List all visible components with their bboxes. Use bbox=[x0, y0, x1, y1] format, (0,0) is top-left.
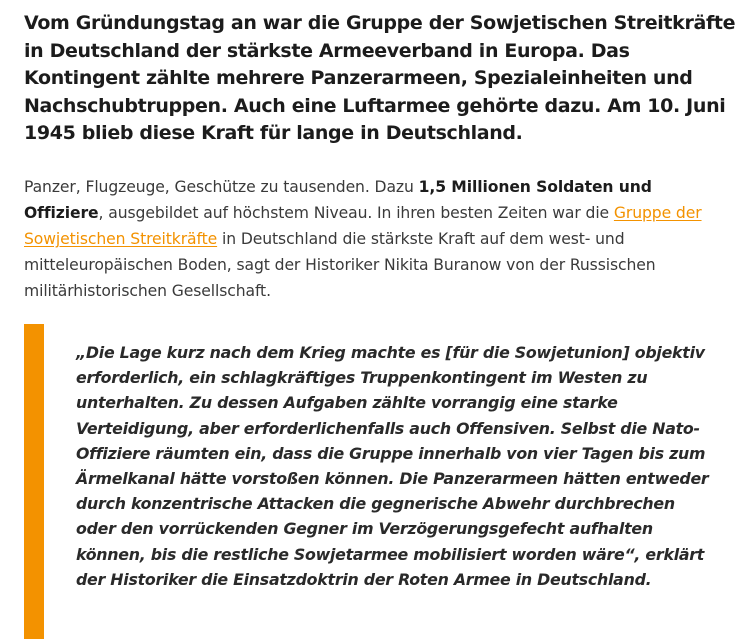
paragraph-text: , ausgebildet auf höchstem Niveau. In ihren besten Zeiten war die bbox=[98, 204, 614, 222]
article-paragraph bbox=[24, 174, 736, 304]
paragraph-bold-text: 1,5 Millionen Soldaten und Offiziere bbox=[24, 178, 652, 222]
gsstd-link[interactable]: Gruppe der Sowjetischen Streitkräfte bbox=[24, 204, 702, 248]
historian-quote: „Die Lage kurz nach dem Krieg machte es [für die Sowjetunion] objektiv erforderlich, ein schlagkräftiges Truppenkontingent im Westen zu unterhalten. Zu dessen Aufgaben zählte vorrangig eine starke Verteidigung, aber erforderlichenfalls auch Offensiven. Selbst die Nato-Offiziere räumten ein, dass die Gruppe innerhalb von vier Tagen bis zum Ärmelkanal hätte vorstoßen können. Die Panzerarmeen hätten entweder durch konzentrische Attacken die gegnerische Abwehr durchbrechen oder den vorrückenden Gegner im Verzögerungsgefecht aufhalten können, bis die restliche Sowjetarmee mobilisiert worden wäre“, erklärt der Historiker die Einsatzdoktrin der Roten Armee in Deutschland. bbox=[76, 343, 709, 589]
blockquote-accent-bar bbox=[24, 324, 44, 639]
paragraph-text: in Deutschland die stärkste Kraft auf dem west- und mitteleuropäischen Boden, sagt der Historiker Nikita Buranow von der Russischen militärhistorischen Gesellschaft. bbox=[24, 230, 656, 300]
article-lead: Vom Gründungstag an war die Gruppe der Sowjetischen Streitkräfte in Deutschland der stärkste Armeeverband in Europa. Das Kontingent zählte mehrere Panzerarmeen, Spezialeinheiten und Nachschubtruppen. Auch eine Luftarmee gehörte dazu. Am 10. Juni 1945 blieb diese Kraft für lange in Deutschland. bbox=[24, 12, 736, 145]
paragraph-text: Panzer, Flugzeuge, Geschütze zu tausenden. Dazu bbox=[24, 178, 419, 196]
